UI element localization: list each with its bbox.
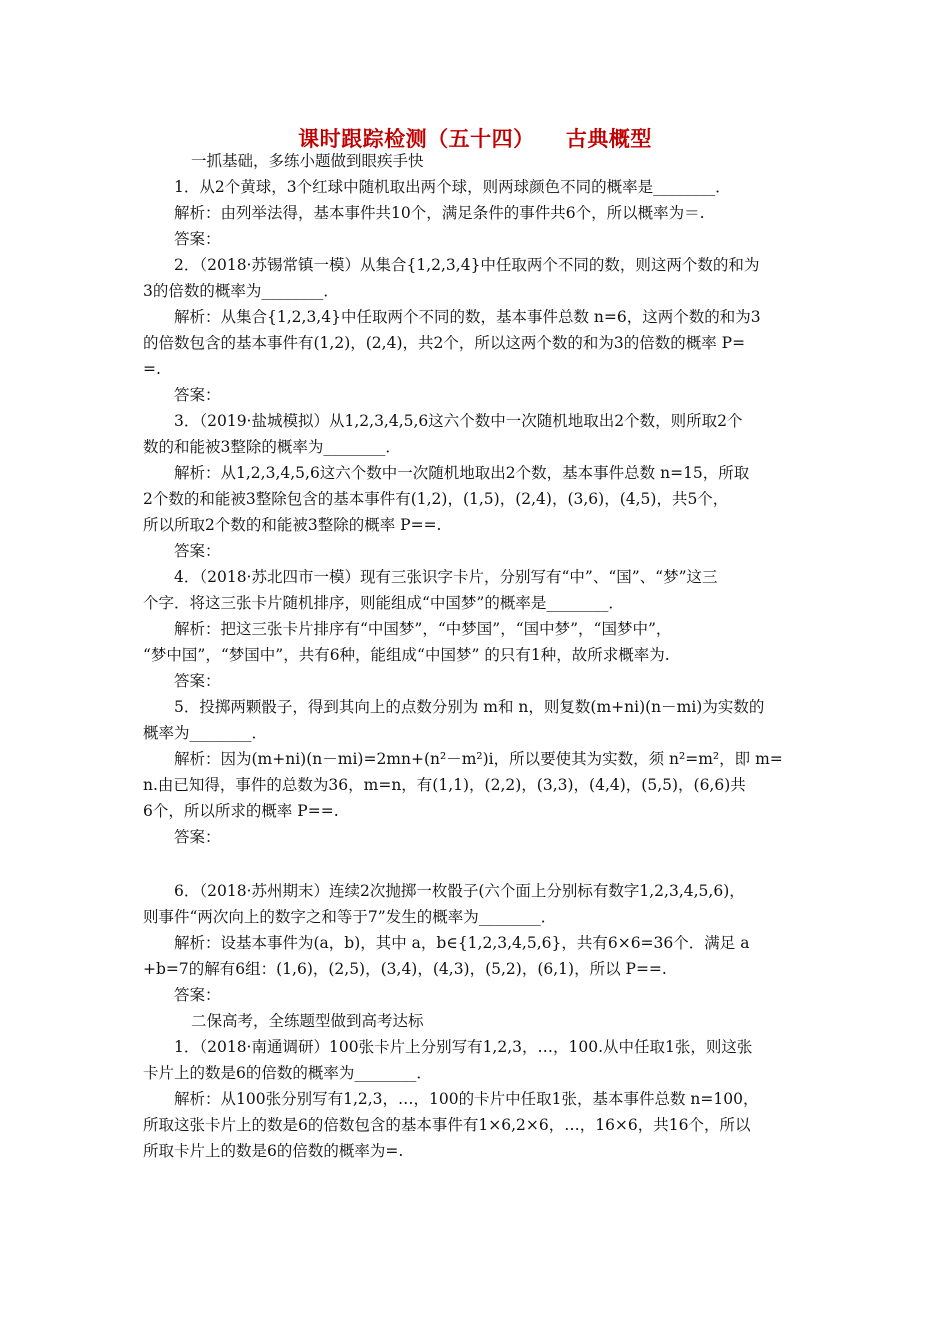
- section-heading-basic: 一抓基础，多练小题做到眼疾手快: [191, 152, 424, 170]
- question-5-text: 5．投掷两颗骰子，得到其向上的点数分别为 m和 n，则复数(m+ni)(n－mi)为实数的: [174, 698, 765, 716]
- question-3-text: 3．（2019·盐城模拟）从1,2,3,4,5,6这六个数中一次随机地取出2个数，则所取2个: [174, 412, 743, 430]
- question-5-solution-cont: n.由已知得，事件的总数为36，m=n，有(1,1)，(2,2)，(3,3)，(4,4)，(5,5)，(6,6)共: [143, 776, 746, 794]
- question-5-answer: 答案：: [174, 828, 221, 846]
- question-5-text-cont: 概率为________．: [143, 724, 268, 742]
- question-1-text: 1．从2个黄球，3个红球中随机取出两个球，则两球颜色不同的概率是________．: [174, 178, 731, 196]
- question-5-solution-end: 6个，所以所求的概率 P==.: [143, 802, 339, 820]
- question-6-solution: 解析：设基本事件为(a，b)，其中 a，b∈{1,2,3,4,5,6}，共有6×6=36个．满足 a: [174, 934, 750, 952]
- document-body: [143, 148, 809, 1164]
- question-2-solution-end: =.: [143, 360, 161, 378]
- question-3-text-cont: 数的和能被3整除的概率为________．: [143, 438, 401, 456]
- question-2-solution-cont: 的倍数包含的基本事件有(1,2)，(2,4)，共2个，所以这两个数的和为3的倍数的概率 P=: [143, 334, 746, 352]
- question-3-solution-end: 所以所取2个数的和能被3整除的概率 P==.: [143, 516, 442, 534]
- question-3-answer: 答案：: [174, 542, 221, 560]
- question-6-answer: 答案：: [174, 986, 221, 1004]
- exam-question-1-solution-end: 所取卡片上的数是6的倍数的概率为=.: [143, 1142, 404, 1160]
- question-5-solution: 解析：因为(m+ni)(n－mi)=2mn+(n²－m²)i，所以要使其为实数，须 n²=m²，即 m=: [174, 750, 783, 768]
- exam-question-1-solution-cont: 所取这张卡片上的数是6的倍数包含的基本事件有1×6,2×6，…，16×6，共16个，所以: [143, 1116, 751, 1134]
- section-heading-exam: 二保高考，全练题型做到高考达标: [191, 1012, 424, 1030]
- exam-question-1-text: 1．（2018·南通调研）100张卡片上分别写有1,2,3，…，100.从中任取1张，则这张: [174, 1038, 753, 1056]
- question-4-text: 4．（2018·苏北四市一模）现有三张识字卡片，分别写有“中”、“国”、“梦”这三: [174, 568, 718, 586]
- question-2-text: 2．（2018·苏锡常镇一模）从集合{1,2,3,4}中任取两个不同的数，则这两个数的和为: [174, 256, 760, 274]
- question-2-text-cont: 3的倍数的概率为________．: [143, 282, 339, 300]
- question-1-answer: 答案：: [174, 230, 221, 248]
- exam-question-1-solution: 解析：从100张分别写有1,2,3，…，100的卡片中任取1张，基本事件总数 n=100，: [174, 1090, 759, 1108]
- blank-gap: [143, 850, 809, 878]
- question-4-answer: 答案：: [174, 672, 221, 690]
- page-title: 课时跟踪检测（五十四） 古典概型: [298, 126, 652, 151]
- question-6-text-cont: 则事件“两次向上的数字之和等于7”发生的概率为________．: [143, 908, 557, 926]
- question-4-text-cont: 个字．将这三张卡片随机排序，则能组成“中国梦”的概率是________．: [143, 594, 624, 612]
- question-4-solution: 解析：把这三张卡片排序有“中国梦”，“中梦国”，“国中梦”，“国梦中”，: [174, 620, 672, 638]
- question-3-solution-cont: 2个数的和能被3整除包含的基本事件有(1,2)，(1,5)，(2,4)，(3,6)，(4,5)，共5个，: [143, 490, 729, 508]
- question-1-solution: 解析：由列举法得，基本事件共10个，满足条件的事件共6个，所以概率为＝.: [174, 204, 705, 222]
- question-4-solution-cont: “梦中国”，“梦国中”，共有6种，能组成“中国梦” 的只有1种，故所求概率为.: [143, 646, 670, 664]
- question-3-solution: 解析：从1,2,3,4,5,6这六个数中一次随机地取出2个数，基本事件总数 n=15，所取: [174, 464, 750, 482]
- question-6-solution-cont: +b=7的解有6组：(1,6)，(2,5)，(3,4)，(4,3)，(5,2)，(6,1)，所以 P==.: [143, 960, 667, 978]
- question-6-text: 6．（2018·苏州期末）连续2次抛掷一枚骰子(六个面上分别标有数字1,2,3,4,5,6)，: [174, 882, 745, 900]
- question-2-answer: 答案：: [174, 386, 221, 404]
- question-2-solution: 解析：从集合{1,2,3,4}中任取两个不同的数，基本事件总数 n=6，这两个数的和为3: [174, 308, 761, 326]
- exam-question-1-text-cont: 卡片上的数是6的倍数的概率为________．: [143, 1064, 432, 1082]
